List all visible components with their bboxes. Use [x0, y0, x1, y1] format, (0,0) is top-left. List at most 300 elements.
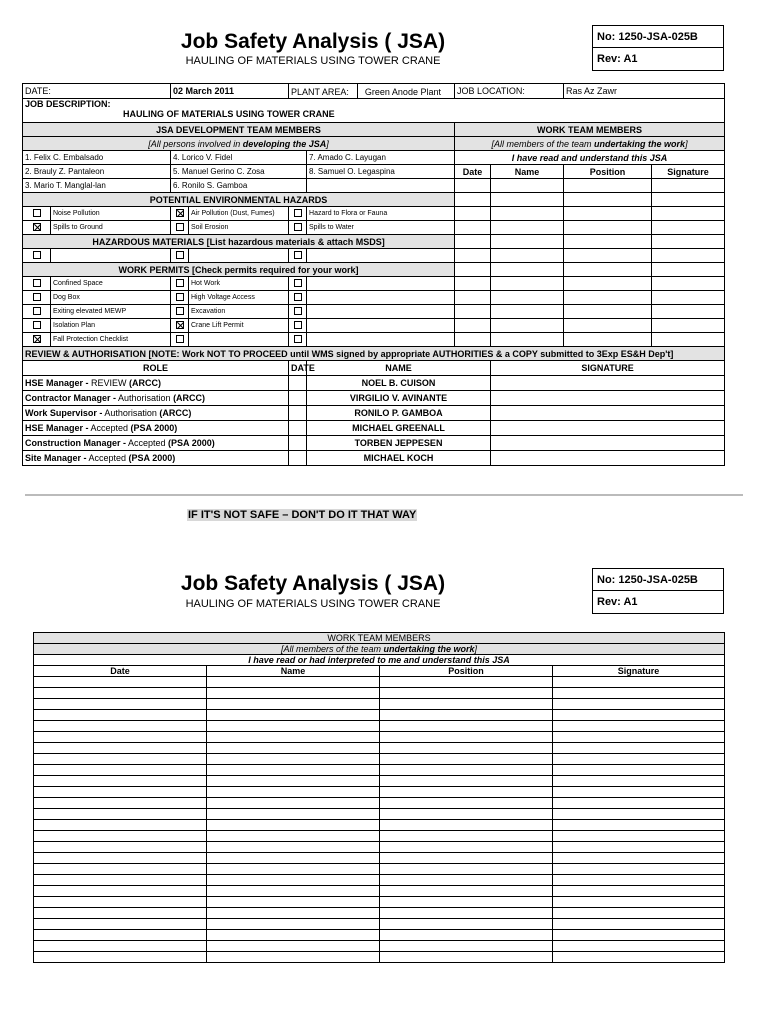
checkbox-icon[interactable]	[176, 223, 184, 231]
work-team-title: WORK TEAM MEMBERS	[455, 123, 725, 137]
work-team-signature-cell[interactable]	[652, 305, 725, 319]
plant-area-label: PLANT AREA:	[291, 87, 349, 97]
work-team-signature-cell[interactable]	[652, 207, 725, 221]
checkbox-icon[interactable]	[176, 293, 184, 301]
plant-area-cell	[289, 84, 455, 99]
env-label: Soil Erosion	[189, 221, 289, 235]
page2-team-position-cell[interactable]	[380, 820, 553, 831]
page2-team-position-cell[interactable]	[380, 908, 553, 919]
work-team-name-cell[interactable]	[491, 305, 564, 319]
work-team-position-cell[interactable]	[564, 207, 652, 221]
page2-team-signature-cell[interactable]	[553, 820, 725, 831]
hazmat-checkbox[interactable]	[289, 249, 307, 263]
checkbox-icon[interactable]	[294, 209, 302, 217]
review-role: HSE Manager - REVIEW (ARCC)	[23, 376, 289, 391]
checkbox-icon[interactable]	[294, 223, 302, 231]
work-team-name-cell[interactable]	[491, 207, 564, 221]
work-team-position-cell[interactable]	[564, 249, 652, 263]
env-label: Air Pollution (Dust, Fumes)	[189, 207, 289, 221]
page2-team-signature-cell[interactable]	[553, 710, 725, 721]
page2-team-date-cell[interactable]	[34, 743, 207, 754]
page2-team-signature-cell[interactable]	[553, 842, 725, 853]
page2-team-signature-cell[interactable]	[553, 864, 725, 875]
page2-team-note: [All members of the team undertaking the work]	[34, 644, 725, 655]
permits-checkbox[interactable]	[171, 333, 189, 347]
page2-team-position-cell[interactable]	[380, 809, 553, 820]
review-col-name: NAME	[307, 361, 491, 376]
page2-team-position-cell[interactable]	[380, 875, 553, 886]
review-col-role: ROLE	[23, 361, 289, 376]
permits-label	[189, 333, 289, 347]
review-date-cell[interactable]	[289, 391, 307, 406]
work-team-date-cell[interactable]	[455, 221, 491, 235]
page2-team-date-cell[interactable]	[34, 754, 207, 765]
work-team-date-cell[interactable]	[455, 207, 491, 221]
permits-checkbox[interactable]	[171, 277, 189, 291]
work-team-signature-cell[interactable]	[652, 333, 725, 347]
page2-team-name-cell[interactable]	[207, 886, 380, 897]
dev-team-member: 4. Lorico V. Fidel	[171, 151, 307, 165]
page2-team-date-cell[interactable]	[34, 776, 207, 787]
page2-team-name-cell[interactable]	[207, 798, 380, 809]
page2-team-signature-cell[interactable]	[553, 875, 725, 886]
page2-team-position-cell[interactable]	[380, 941, 553, 952]
hazmat-entry[interactable]	[307, 249, 455, 263]
page2-team-name-cell[interactable]	[207, 754, 380, 765]
work-team-date-cell[interactable]	[455, 291, 491, 305]
page2-team-position-cell[interactable]	[380, 798, 553, 809]
permits-label: Confined Space	[51, 277, 171, 291]
work-team-date-cell[interactable]	[455, 179, 491, 193]
checkbox-icon[interactable]	[176, 251, 184, 259]
work-team-position-cell[interactable]	[564, 179, 652, 193]
page2-team-signature-cell[interactable]	[553, 765, 725, 776]
page2-team-position-cell[interactable]	[380, 930, 553, 941]
page2-team-date-cell[interactable]	[34, 809, 207, 820]
page2-team-name-cell[interactable]	[207, 919, 380, 930]
page2-team-name-cell[interactable]	[207, 743, 380, 754]
page2-team-name-cell[interactable]	[207, 941, 380, 952]
page2-team-signature-cell[interactable]	[553, 776, 725, 787]
page2-team-position-cell[interactable]	[380, 952, 553, 963]
review-name: RONILO P. GAMBOA	[307, 406, 491, 421]
review-col-signature: SIGNATURE	[491, 361, 725, 376]
page2-team-statement: I have read or had interpreted to me and understand this JSA	[34, 655, 725, 666]
job-location-label: JOB LOCATION:	[455, 84, 564, 99]
work-team-date-cell[interactable]	[455, 333, 491, 347]
work-team-position-cell[interactable]	[564, 263, 652, 277]
permits-checkbox[interactable]	[23, 305, 51, 319]
page2-team-date-cell[interactable]	[34, 831, 207, 842]
page2-team-position-cell[interactable]	[380, 897, 553, 908]
permits-checkbox[interactable]	[23, 291, 51, 305]
page2-team-name-cell[interactable]	[207, 908, 380, 919]
page2-team-signature-cell[interactable]	[553, 688, 725, 699]
doc-revision: Rev: A1	[597, 53, 638, 65]
work-team-signature-cell[interactable]	[652, 319, 725, 333]
checkbox-icon[interactable]	[294, 293, 302, 301]
checkbox-icon[interactable]	[294, 307, 302, 315]
work-team-name-cell[interactable]	[491, 319, 564, 333]
work-team-position-cell[interactable]	[564, 235, 652, 249]
job-description-label: JOB DESCRIPTION:	[25, 99, 111, 109]
review-title: REVIEW & AUTHORISATION [NOTE: Work NOT TO PROCEED until WMS signed by appropriate AUTHORITIES & a COPY submitted to 3Exp ES&H Dep't]	[23, 347, 725, 361]
page2-team-name-cell[interactable]	[207, 765, 380, 776]
hazmat-title: HAZARDOUS MATERIALS [List hazardous materials & attach MSDS]	[23, 235, 455, 249]
env-label: Hazard to Flora or Fauna	[307, 207, 455, 221]
checkbox-icon[interactable]	[294, 279, 302, 287]
env-label: Spills to Ground	[51, 221, 171, 235]
page2-team-position-cell[interactable]	[380, 776, 553, 787]
permits-checkbox[interactable]	[171, 319, 189, 333]
review-date-cell[interactable]	[289, 436, 307, 451]
page2-team-position-cell[interactable]	[380, 710, 553, 721]
page2-team-signature-cell[interactable]	[553, 853, 725, 864]
page2-team-position-cell[interactable]	[380, 721, 553, 732]
permits-label	[307, 305, 455, 319]
work-team-date-cell[interactable]	[455, 319, 491, 333]
review-role: Construction Manager - Accepted (PSA 2000)	[23, 436, 289, 451]
work-team-name-cell[interactable]	[491, 249, 564, 263]
work-team-signature-cell[interactable]	[652, 277, 725, 291]
page2-team-signature-cell[interactable]	[553, 952, 725, 963]
dev-team-member: 5. Manuel Gerino C. Zosa	[171, 165, 307, 179]
dev-team-member: 2. Brauly Z. Pantaleon	[23, 165, 171, 179]
permits-checkbox[interactable]	[289, 291, 307, 305]
page2-col-date: Date	[34, 666, 207, 677]
checkbox-icon[interactable]	[33, 279, 41, 287]
work-team-signature-cell[interactable]	[652, 291, 725, 305]
permits-label: Dog Box	[51, 291, 171, 305]
review-name: MICHAEL GREENALL	[307, 421, 491, 436]
safety-slogan: IF IT'S NOT SAFE – DON'T DO IT THAT WAY	[188, 509, 417, 521]
work-team-name-cell[interactable]	[491, 263, 564, 277]
page2-team-position-cell[interactable]	[380, 765, 553, 776]
work-team-signature-cell[interactable]	[652, 235, 725, 249]
work-team-col-date: Date	[455, 165, 491, 179]
dev-team-member: 6. Ronilo S. Gamboa	[171, 179, 307, 193]
page2-team-name-cell[interactable]	[207, 776, 380, 787]
review-col-date: DATE	[289, 361, 307, 376]
dev-team-member: 8. Samuel O. Legaspina	[307, 165, 455, 179]
page2-team-name-cell[interactable]	[207, 732, 380, 743]
page2-team-position-cell[interactable]	[380, 677, 553, 688]
review-signature-cell[interactable]	[491, 451, 725, 466]
page2-team-signature-cell[interactable]	[553, 941, 725, 952]
page-subtitle: HAULING OF MATERIALS USING TOWER CRANE	[185, 55, 441, 67]
checkbox-icon[interactable]	[33, 223, 41, 231]
work-team-position-cell[interactable]	[564, 333, 652, 347]
page2-team-name-cell[interactable]	[207, 710, 380, 721]
checkbox-icon[interactable]	[294, 321, 302, 329]
page-divider	[25, 494, 743, 496]
page2-team-date-cell[interactable]	[34, 710, 207, 721]
review-date-cell[interactable]	[289, 406, 307, 421]
work-team-date-cell[interactable]	[455, 193, 491, 207]
page2-doc-number: No: 1250-JSA-025B	[593, 569, 723, 591]
work-team-position-cell[interactable]	[564, 319, 652, 333]
permits-label: Exiting elevated MEWP	[51, 305, 171, 319]
page2-team-date-cell[interactable]	[34, 787, 207, 798]
work-team-date-cell[interactable]	[455, 305, 491, 319]
page2-team-date-cell[interactable]	[34, 820, 207, 831]
page2-team-date-cell[interactable]	[34, 908, 207, 919]
permits-label: Hot Work	[189, 277, 289, 291]
page2-team-date-cell[interactable]	[34, 941, 207, 952]
review-name: VIRGILIO V. AVINANTE	[307, 391, 491, 406]
page2-team-name-cell[interactable]	[207, 842, 380, 853]
env-checkbox[interactable]	[171, 221, 189, 235]
dev-team-member: 7. Amado C. Layugan	[307, 151, 455, 165]
checkbox-icon[interactable]	[176, 279, 184, 287]
checkbox-icon[interactable]	[33, 335, 41, 343]
page2-team-date-cell[interactable]	[34, 688, 207, 699]
page2-team-date-cell[interactable]	[34, 897, 207, 908]
page2-team-signature-cell[interactable]	[553, 787, 725, 798]
page2-team-title: WORK TEAM MEMBERS	[34, 633, 725, 644]
work-team-date-cell[interactable]	[455, 235, 491, 249]
page2-col-position: Position	[380, 666, 553, 677]
env-checkbox[interactable]	[289, 221, 307, 235]
permits-checkbox[interactable]	[23, 319, 51, 333]
page2-team-position-cell[interactable]	[380, 754, 553, 765]
review-signature-cell[interactable]	[491, 406, 725, 421]
work-team-signature-cell[interactable]	[652, 193, 725, 207]
page2-team-name-cell[interactable]	[207, 820, 380, 831]
permits-checkbox[interactable]	[171, 305, 189, 319]
checkbox-icon[interactable]	[33, 293, 41, 301]
page2-col-signature: Signature	[553, 666, 725, 677]
work-team-position-cell[interactable]	[564, 221, 652, 235]
page2-team-signature-cell[interactable]	[553, 699, 725, 710]
env-label: Noise Pollution	[51, 207, 171, 221]
page2-team-signature-cell[interactable]	[553, 798, 725, 809]
page2-team-signature-cell[interactable]	[553, 721, 725, 732]
page2-team-date-cell[interactable]	[34, 732, 207, 743]
hazmat-entry[interactable]	[189, 249, 289, 263]
work-team-signature-cell[interactable]	[652, 179, 725, 193]
checkbox-icon[interactable]	[176, 321, 184, 329]
page2-team-name-cell[interactable]	[207, 787, 380, 798]
checkbox-icon[interactable]	[33, 321, 41, 329]
checkbox-icon[interactable]	[33, 251, 41, 259]
page2-team-date-cell[interactable]	[34, 875, 207, 886]
work-team-signature-cell[interactable]	[652, 249, 725, 263]
review-signature-cell[interactable]	[491, 391, 725, 406]
checkbox-icon[interactable]	[176, 335, 184, 343]
permits-label: Crane Lift Permit	[189, 319, 289, 333]
job-description-value[interactable]: HAULING OF MATERIALS USING TOWER CRANE	[123, 109, 335, 119]
work-team-col-name: Name	[491, 165, 564, 179]
page2-team-position-cell[interactable]	[380, 853, 553, 864]
page2-team-date-cell[interactable]	[34, 952, 207, 963]
page2-team-position-cell[interactable]	[380, 743, 553, 754]
permits-checkbox[interactable]	[289, 333, 307, 347]
page2-team-signature-cell[interactable]	[553, 732, 725, 743]
review-name: MICHAEL KOCH	[307, 451, 491, 466]
page2-team-position-cell[interactable]	[380, 864, 553, 875]
page2-team-date-cell[interactable]	[34, 886, 207, 897]
page2-team-date-cell[interactable]	[34, 765, 207, 776]
checkbox-icon[interactable]	[176, 209, 184, 217]
work-team-note: [All members of the team undertaking the work]	[455, 137, 725, 151]
work-team-col-signature: Signature	[652, 165, 725, 179]
checkbox-icon[interactable]	[33, 307, 41, 315]
page2-team-position-cell[interactable]	[380, 732, 553, 743]
page2-team-name-cell[interactable]	[207, 831, 380, 842]
dev-team-title: JSA DEVELOPMENT TEAM MEMBERS	[23, 123, 455, 137]
page2-team-date-cell[interactable]	[34, 864, 207, 875]
date-value[interactable]: 02 March 2011	[171, 84, 289, 99]
review-role: Work Supervisor - Authorisation (ARCC)	[23, 406, 289, 421]
page2-team-signature-cell[interactable]	[553, 809, 725, 820]
page2-team-date-cell[interactable]	[34, 842, 207, 853]
page2-team-name-cell[interactable]	[207, 677, 380, 688]
page2-team-position-cell[interactable]	[380, 787, 553, 798]
page2-team-signature-cell[interactable]	[553, 908, 725, 919]
work-team-name-cell[interactable]	[491, 277, 564, 291]
page2-team-name-cell[interactable]	[207, 952, 380, 963]
permits-checkbox[interactable]	[23, 333, 51, 347]
permits-checkbox[interactable]	[171, 291, 189, 305]
permits-label: Isolation Plan	[51, 319, 171, 333]
work-team-name-cell[interactable]	[491, 333, 564, 347]
page2-title: Job Safety Analysis ( JSA)	[180, 572, 446, 595]
page2-team-date-cell[interactable]	[34, 930, 207, 941]
work-team-date-cell[interactable]	[455, 277, 491, 291]
plant-area-value[interactable]: Green Anode Plant	[364, 87, 441, 97]
jsa-form-table	[22, 83, 725, 466]
page2-team-date-cell[interactable]	[34, 853, 207, 864]
permits-label	[307, 277, 455, 291]
page2-team-signature-cell[interactable]	[553, 897, 725, 908]
hazmat-entry[interactable]	[51, 249, 171, 263]
page2-team-position-cell[interactable]	[380, 831, 553, 842]
page2-subtitle: HAULING OF MATERIALS USING TOWER CRANE	[185, 598, 441, 610]
work-team-name-cell[interactable]	[491, 179, 564, 193]
checkbox-icon[interactable]	[33, 209, 41, 217]
dev-team-member	[307, 179, 455, 193]
work-team-date-cell[interactable]	[455, 249, 491, 263]
page2-doc-number-box	[592, 568, 724, 614]
permits-label	[307, 333, 455, 347]
page2-team-name-cell[interactable]	[207, 699, 380, 710]
page2-team-name-cell[interactable]	[207, 853, 380, 864]
page2-team-date-cell[interactable]	[34, 677, 207, 688]
page2-team-name-cell[interactable]	[207, 875, 380, 886]
checkbox-icon[interactable]	[294, 335, 302, 343]
review-role: Contractor Manager - Authorisation (ARCC)	[23, 391, 289, 406]
page2-team-name-cell[interactable]	[207, 809, 380, 820]
work-team-position-cell[interactable]	[564, 291, 652, 305]
dev-team-note: [All persons involved in developing the JSA]	[23, 137, 455, 151]
work-team-position-cell[interactable]	[564, 305, 652, 319]
page2-team-name-cell[interactable]	[207, 864, 380, 875]
page2-doc-revision: Rev: A1	[597, 596, 638, 608]
dev-team-member: 1. Felix C. Embalsado	[23, 151, 171, 165]
permits-checkbox[interactable]	[23, 277, 51, 291]
review-name: NOEL B. CUISON	[307, 376, 491, 391]
page2-team-position-cell[interactable]	[380, 886, 553, 897]
permits-label: Fall Protection Checklist	[51, 333, 171, 347]
page2-team-name-cell[interactable]	[207, 897, 380, 908]
page2-team-position-cell[interactable]	[380, 842, 553, 853]
permits-label	[307, 291, 455, 305]
permits-label	[307, 319, 455, 333]
review-signature-cell[interactable]	[491, 421, 725, 436]
work-team-signature-cell[interactable]	[652, 221, 725, 235]
work-team-date-cell[interactable]	[455, 263, 491, 277]
page2-team-name-cell[interactable]	[207, 930, 380, 941]
page2-team-signature-cell[interactable]	[553, 754, 725, 765]
page2-team-date-cell[interactable]	[34, 919, 207, 930]
page2-team-name-cell[interactable]	[207, 721, 380, 732]
permits-checkbox[interactable]	[289, 277, 307, 291]
review-role: Site Manager - Accepted (PSA 2000)	[23, 451, 289, 466]
page2-team-signature-cell[interactable]	[553, 930, 725, 941]
work-team-name-cell[interactable]	[491, 235, 564, 249]
page2-team-date-cell[interactable]	[34, 721, 207, 732]
permits-checkbox[interactable]	[289, 319, 307, 333]
review-signature-cell[interactable]	[491, 376, 725, 391]
review-date-cell[interactable]	[289, 421, 307, 436]
date-label: DATE:	[23, 84, 171, 99]
hazmat-checkbox[interactable]	[23, 249, 51, 263]
permits-checkbox[interactable]	[289, 305, 307, 319]
page2-team-signature-cell[interactable]	[553, 831, 725, 842]
env-checkbox[interactable]	[289, 207, 307, 221]
env-checkbox[interactable]	[23, 207, 51, 221]
work-team-position-cell[interactable]	[564, 193, 652, 207]
page2-team-position-cell[interactable]	[380, 919, 553, 930]
page2-team-date-cell[interactable]	[34, 798, 207, 809]
permits-title: WORK PERMITS [Check permits required for your work]	[23, 263, 455, 277]
env-checkbox[interactable]	[171, 207, 189, 221]
review-signature-cell[interactable]	[491, 436, 725, 451]
page2-team-signature-cell[interactable]	[553, 743, 725, 754]
hazmat-checkbox[interactable]	[171, 249, 189, 263]
work-team-name-cell[interactable]	[491, 291, 564, 305]
page2-team-signature-cell[interactable]	[553, 886, 725, 897]
env-label: Spills to Water	[307, 221, 455, 235]
work-team-col-position: Position	[564, 165, 652, 179]
review-date-cell[interactable]	[289, 451, 307, 466]
checkbox-icon[interactable]	[176, 307, 184, 315]
permits-label: High Voltage Access	[189, 291, 289, 305]
page2-team-signature-cell[interactable]	[553, 919, 725, 930]
env-hazards-title: POTENTIAL ENVIRONMENTAL HAZARDS	[23, 193, 455, 207]
checkbox-icon[interactable]	[294, 251, 302, 259]
review-date-cell[interactable]	[289, 376, 307, 391]
work-team-name-cell[interactable]	[491, 193, 564, 207]
page2-team-signature-cell[interactable]	[553, 677, 725, 688]
page2-team-position-cell[interactable]	[380, 699, 553, 710]
review-name: TORBEN JEPPESEN	[307, 436, 491, 451]
work-team-statement: I have read and understand this JSA	[455, 151, 725, 165]
permits-label: Excavation	[189, 305, 289, 319]
env-checkbox[interactable]	[23, 221, 51, 235]
work-team-position-cell[interactable]	[564, 277, 652, 291]
work-team-name-cell[interactable]	[491, 221, 564, 235]
page2-team-date-cell[interactable]	[34, 699, 207, 710]
work-team-signature-cell[interactable]	[652, 263, 725, 277]
doc-number: No: 1250-JSA-025B	[593, 26, 723, 48]
page2-team-name-cell[interactable]	[207, 688, 380, 699]
job-location-value[interactable]: Ras Az Zawr	[564, 84, 725, 99]
doc-number-box	[592, 25, 724, 71]
page2-team-position-cell[interactable]	[380, 688, 553, 699]
work-team-table	[33, 632, 725, 963]
